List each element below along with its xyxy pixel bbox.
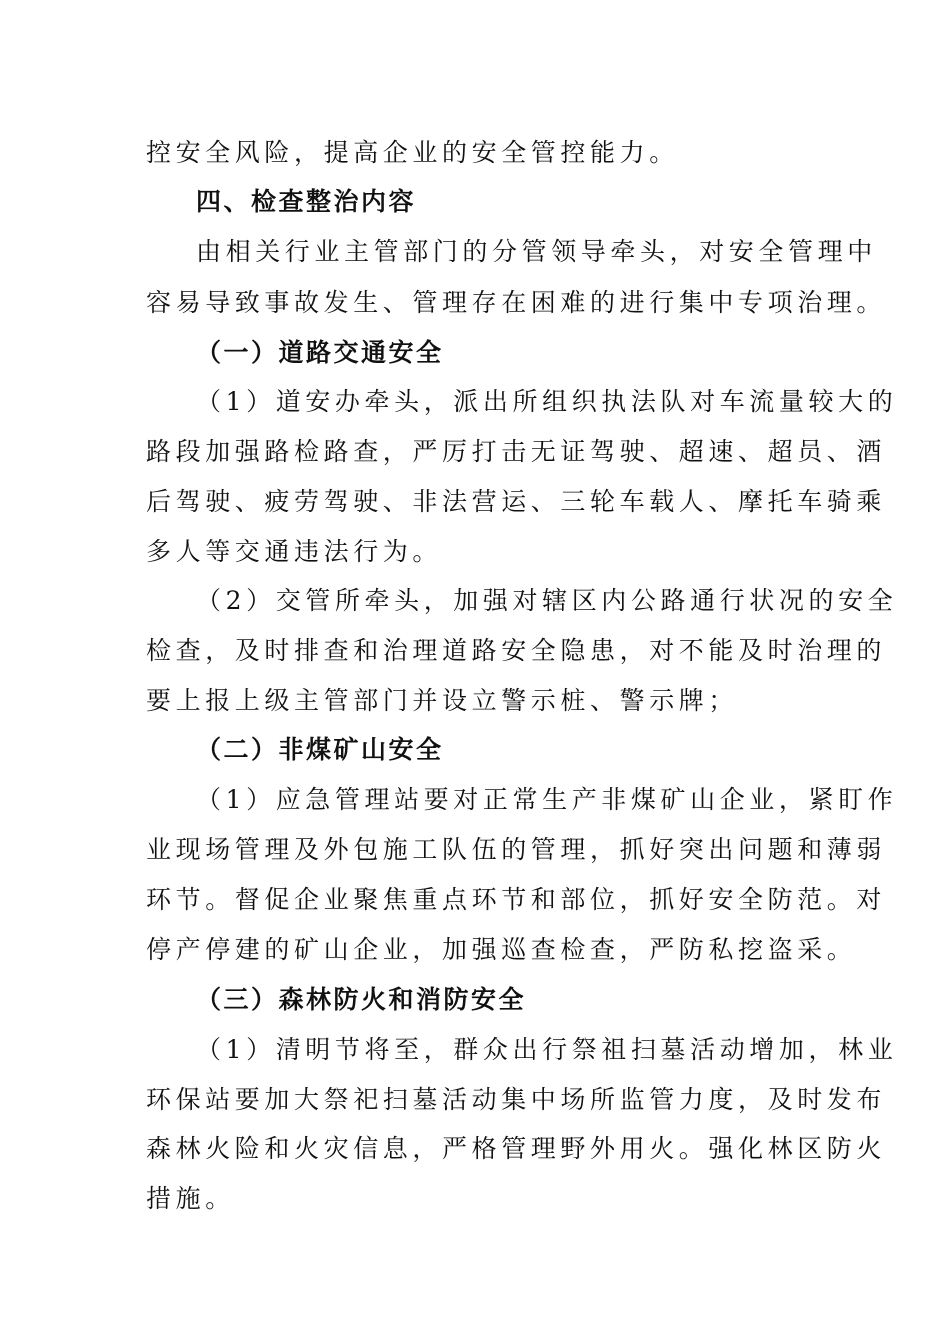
paragraph-line: （1）清明节将至，群众出行祭祖扫墓活动增加，林业 (196, 1035, 898, 1064)
paragraph-line: 多人等交通违法行为。 (146, 537, 443, 566)
paragraph-line: 容易导致事故发生、管理存在困难的进行集中专项治理。 (146, 288, 887, 317)
paragraph-line: 检查，及时排查和治理道路安全隐患，对不能及时治理的 (146, 636, 887, 665)
subsection-heading: （二）非煤矿山安全 (196, 735, 444, 764)
paragraph-line: 环保站要加大祭祀扫墓活动集中场所监管力度，及时发布 (146, 1085, 887, 1114)
paragraph-line: 业现场管理及外包施工队伍的管理，抓好突出问题和薄弱 (146, 835, 887, 864)
paragraph-line: 森林火险和火灾信息，严格管理野外用火。强化林区防火 (146, 1134, 887, 1163)
paragraph-line: （1）应急管理站要对正常生产非煤矿山企业，紧盯作 (196, 785, 898, 814)
paragraph-line: 由相关行业主管部门的分管领导牵头，对安全管理中 (196, 237, 877, 266)
subsection-heading: （三）森林防火和消防安全 (196, 985, 527, 1014)
paragraph-line: 后驾驶、疲劳驾驶、非法营运、三轮车载人、摩托车骑乘 (146, 487, 887, 516)
paragraph-line: （1）道安办牵头，派出所组织执法队对车流量较大的 (196, 387, 898, 416)
section-heading: 四、检查整治内容 (196, 187, 417, 216)
paragraph-line: （2）交管所牵头，加强对辖区内公路通行状况的安全 (196, 586, 898, 615)
paragraph-line: 措施。 (146, 1184, 235, 1213)
subsection-heading: （一）道路交通安全 (196, 338, 444, 367)
paragraph-line: 要上报上级主管部门并设立警示桩、警示牌； (146, 686, 739, 715)
paragraph-line: 停产停建的矿山企业，加强巡查检查，严防私挖盗采。 (146, 935, 857, 964)
paragraph-line: 环节。督促企业聚焦重点环节和部位，抓好安全防范。对 (146, 885, 887, 914)
paragraph-line: 路段加强路检路查，严厉打击无证驾驶、超速、超员、酒 (146, 437, 887, 466)
paragraph-line: 控安全风险，提高企业的安全管控能力。 (146, 138, 679, 167)
